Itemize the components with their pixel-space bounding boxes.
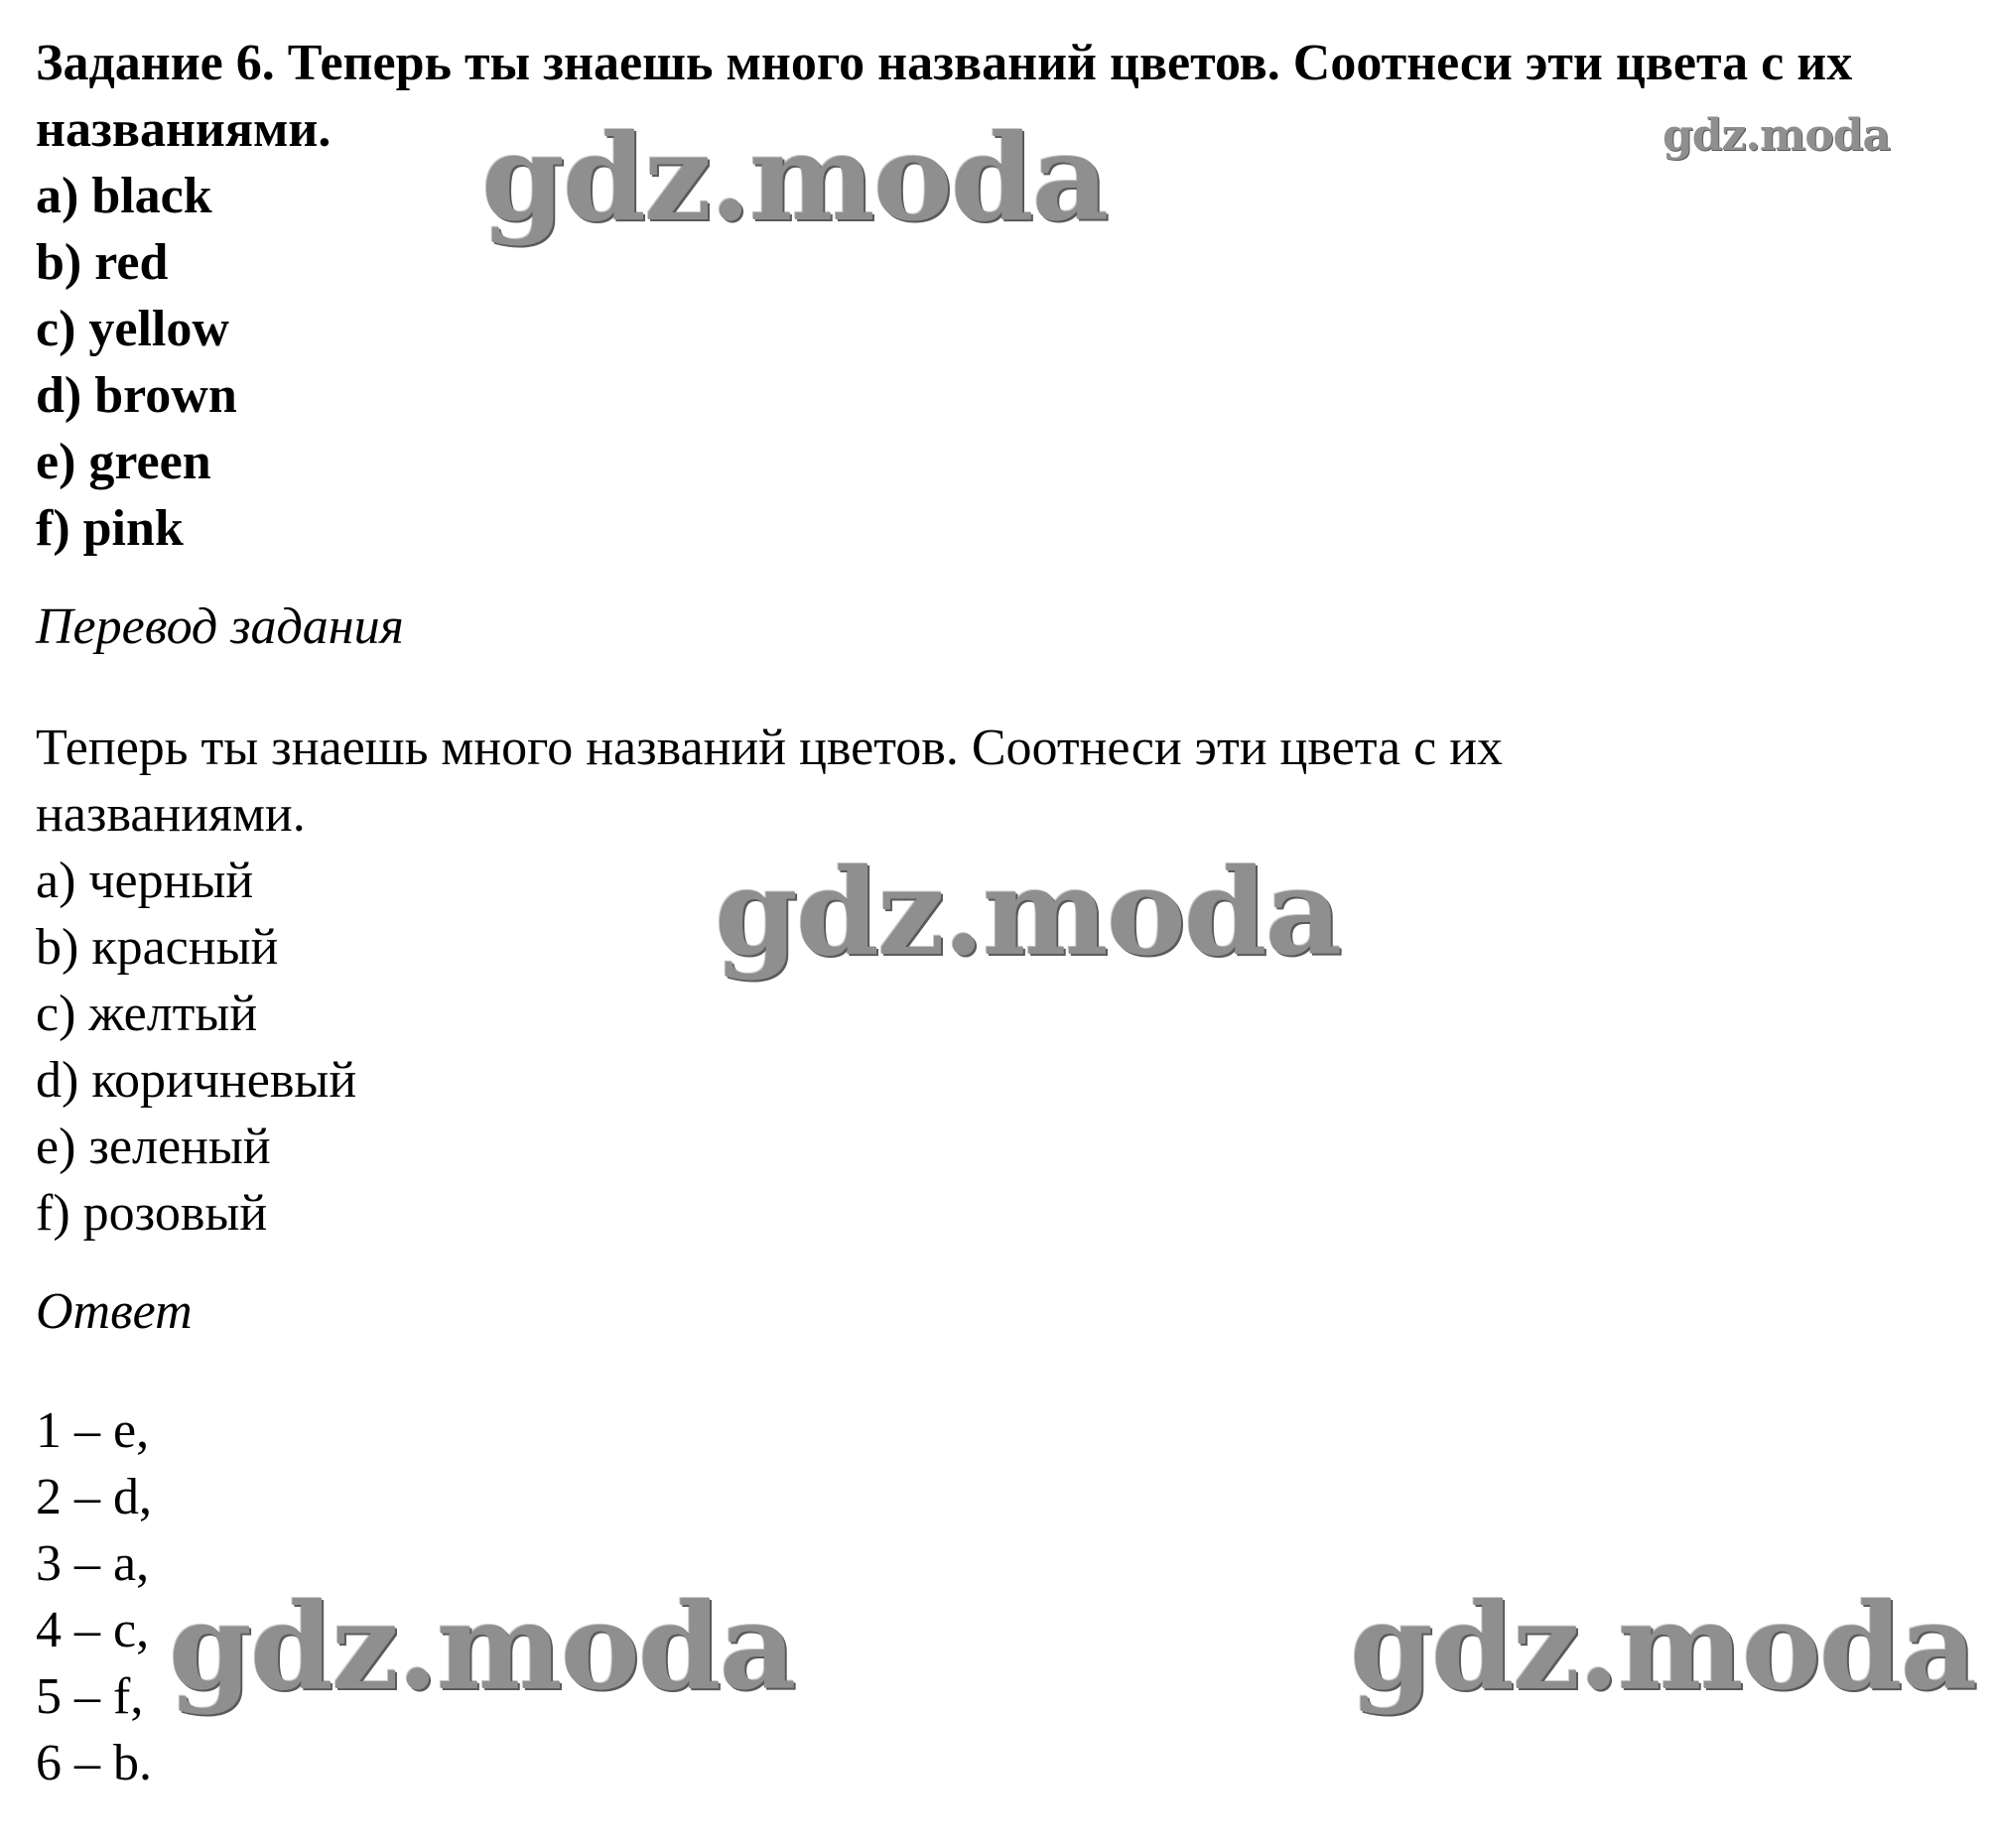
task-option: a) black (36, 168, 212, 224)
watermark: gdz.moda (169, 1577, 795, 1717)
answer-item: 2 – d, (36, 1469, 152, 1525)
watermark: gdz.moda (1350, 1577, 1976, 1717)
translation-heading: Перевод задания (36, 598, 404, 655)
translation-option: d) коричневый (36, 1052, 357, 1109)
watermark: gdz.moda (715, 843, 1341, 983)
task-option: c) yellow (36, 301, 229, 357)
task-option: e) green (36, 434, 211, 490)
answer-item: 6 – b. (36, 1735, 152, 1791)
translation-text: Теперь ты знаешь много названий цветов. Соотнеси эти цвета с их названиями. (36, 720, 1504, 843)
translation-option: b) красный (36, 919, 279, 976)
translation-option: c) желтый (36, 986, 258, 1042)
answer-item: 5 – f, (36, 1668, 144, 1725)
translation-option: f) розовый (36, 1185, 268, 1242)
answer-item: 3 – a, (36, 1535, 150, 1592)
answer-heading: Ответ (36, 1283, 193, 1340)
answer-item: 1 – e, (36, 1402, 150, 1459)
task-option: f) pink (36, 500, 184, 557)
answer-item: 4 – c, (36, 1602, 150, 1658)
translation-option: e) зеленый (36, 1119, 271, 1175)
task-title: Задание 6. Теперь ты знаешь много названий цветов. Соотнеси эти цвета с их названиями. (36, 35, 1853, 158)
watermark: gdz.moda (481, 108, 1108, 248)
task-option: d) brown (36, 367, 237, 424)
watermark-small: gdz.moda (1663, 110, 1891, 161)
translation-option: a) черный (36, 853, 254, 909)
task-option: b) red (36, 234, 169, 291)
